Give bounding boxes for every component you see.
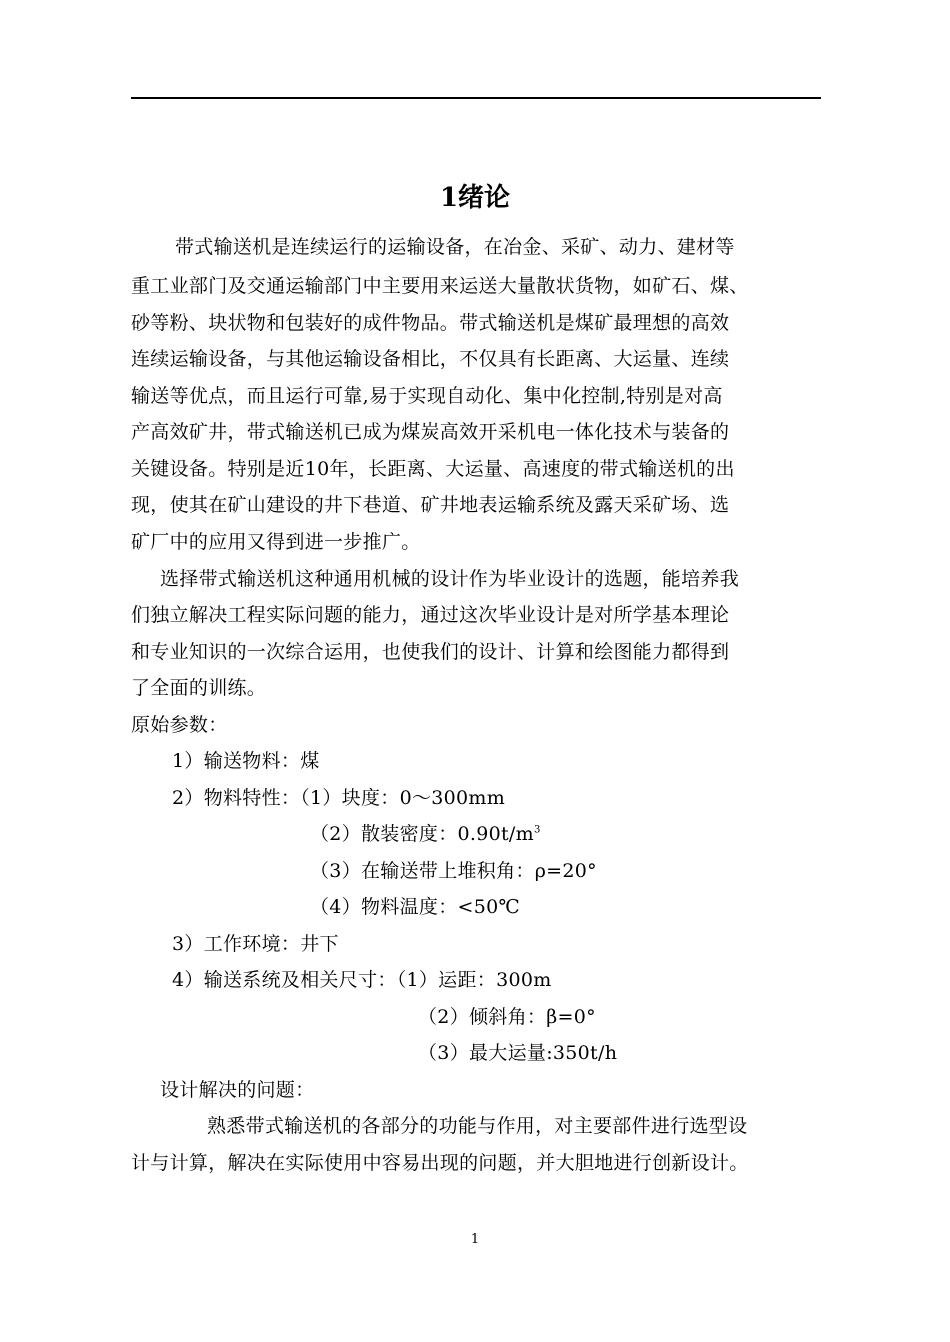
density-text: （2）散装密度：0.90t/m: [310, 823, 534, 845]
paragraph-line: 输送等优点，而且运行可靠,易于实现自动化、集中化控制,特别是对高: [131, 385, 723, 407]
param-item: 4）输送系统及相关尺寸：（1）运距：300m: [172, 969, 552, 991]
param-subitem: （3）最大运量:350t/h: [418, 1042, 618, 1064]
paragraph-line: 了全面的训练。: [131, 677, 267, 699]
param-subitem: （2）倾斜角：β=0°: [418, 1006, 596, 1028]
paragraph-line: 矿厂中的应用又得到进一步推广。: [131, 531, 421, 553]
param-subitem: [310, 821, 541, 847]
paragraph-line: 计与计算，解决在实际使用中容易出现的问题，并大胆地进行创新设计。: [131, 1152, 749, 1174]
header-rule: [131, 97, 821, 99]
param-item: 2）物料特性：（1）块度：0～300mm: [172, 787, 506, 809]
paragraph-line: 们独立解决工程实际问题的能力，通过这次毕业设计是对所学基本理论: [131, 604, 730, 626]
paragraph-line: 带式输送机是连续运行的运输设备，在冶金、采矿、动力、建材等: [175, 236, 735, 258]
paragraph-line: 选择带式输送机这种通用机械的设计作为毕业设计的选题，能培养我: [160, 568, 740, 590]
paragraph-line: 连续运输设备，与其他运输设备相比，不仅具有长距离、大运量、连续: [131, 348, 730, 370]
param-subitem: （4）物料温度：<50℃: [310, 896, 521, 918]
paragraph-line: 熟悉带式输送机的各部分的功能与作用，对主要部件进行选型设: [207, 1115, 748, 1137]
param-item: 1）输送物料：煤: [172, 750, 320, 772]
problem-heading: 设计解决的问题：: [160, 1079, 315, 1101]
superscript: 3: [533, 824, 541, 836]
paragraph-line: 产高效矿井，带式输送机已成为煤炭高效开采机电一体化技术与装备的: [131, 421, 730, 443]
paragraph-line: 和专业知识的一次综合运用，也使我们的设计、计算和绘图能力都得到: [131, 641, 730, 663]
paragraph-line: 重工业部门及交通运输部门中主要用来运送大量散状货物，如矿石、煤、: [131, 275, 749, 297]
param-item: 3）工作环境：井下: [172, 933, 339, 955]
param-subitem: （3）在输送带上堆积角：ρ=20°: [310, 860, 597, 882]
params-heading: 原始参数：: [131, 714, 228, 736]
chapter-title: 1绪论: [439, 183, 511, 213]
paragraph-line: 砂等粉、块状物和包装好的成件物品。带式输送机是煤矿最理想的高效: [131, 312, 730, 334]
paragraph-line: 现，使其在矿山建设的井下巷道、矿井地表运输系统及露天采矿场、选: [131, 494, 730, 516]
paragraph-line: 关键设备。特别是近10年，长距离、大运量、高速度的带式输送机的出: [131, 458, 735, 480]
page-number: 1: [470, 1232, 480, 1247]
